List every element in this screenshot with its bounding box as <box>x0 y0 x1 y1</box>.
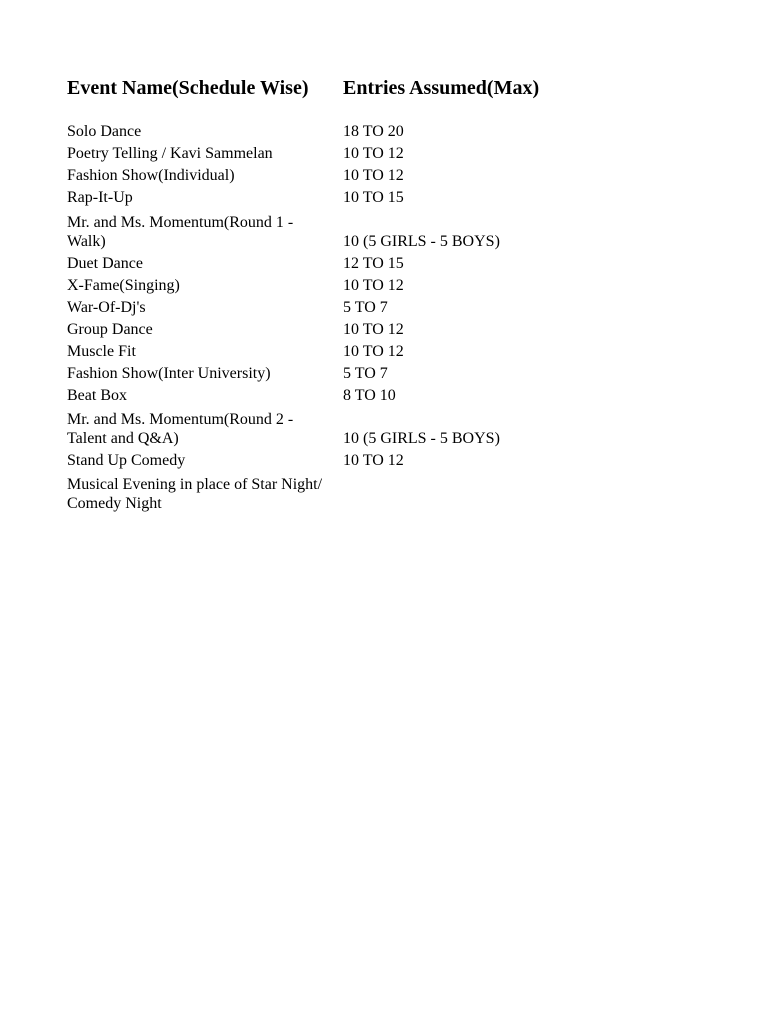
entries-cell: 18 TO 20 <box>343 123 404 140</box>
event-name-cell: Rap-It-Up <box>67 189 133 206</box>
table-row <box>67 254 627 276</box>
entries-cell: 10 TO 12 <box>343 145 404 162</box>
entries-cell: 10 TO 12 <box>343 321 404 338</box>
entries-cell: 10 (5 GIRLS - 5 BOYS) <box>343 430 500 447</box>
event-name-cell: Solo Dance <box>67 123 142 140</box>
event-name-cell: War-Of-Dj's <box>67 299 146 316</box>
header-entries-assumed: Entries Assumed(Max) <box>343 77 540 99</box>
table-row <box>67 298 627 320</box>
table-row <box>67 410 627 451</box>
table-row <box>67 386 627 410</box>
event-name-cell: Beat Box <box>67 387 127 404</box>
table-row <box>67 320 627 342</box>
entries-cell: 10 TO 12 <box>343 277 404 294</box>
entries-cell: 10 TO 12 <box>343 167 404 184</box>
events-table <box>67 122 627 515</box>
table-header <box>67 74 587 102</box>
event-name-cell: Muscle Fit <box>67 343 136 360</box>
event-name-cell: Duet Dance <box>67 255 143 272</box>
event-name-cell: X-Fame(Singing) <box>67 277 180 294</box>
table-row <box>67 166 627 188</box>
header-event-name: Event Name(Schedule Wise) <box>67 77 309 99</box>
table-row <box>67 213 627 254</box>
entries-cell: 10 (5 GIRLS - 5 BOYS) <box>343 233 500 250</box>
event-name-cell: Stand Up Comedy <box>67 452 186 469</box>
entries-cell: 12 TO 15 <box>343 255 404 272</box>
event-name-cell: Mr. and Ms. Momentum(Round 1 - Walk) <box>67 214 294 250</box>
event-name-cell: Fashion Show(Inter University) <box>67 365 271 382</box>
table-row <box>67 364 627 386</box>
table-row <box>67 188 627 213</box>
entries-cell: 5 TO 7 <box>343 365 388 382</box>
table-row <box>67 475 627 515</box>
event-name-cell: Group Dance <box>67 321 153 338</box>
table-row <box>67 342 627 364</box>
entries-cell: 10 TO 15 <box>343 189 404 206</box>
event-name-cell: Mr. and Ms. Momentum(Round 2 - Talent and Q&A) <box>67 411 294 447</box>
table-row <box>67 144 627 166</box>
table-row <box>67 122 627 144</box>
event-name-cell: Musical Evening in place of Star Night/ Comedy Night <box>67 476 323 512</box>
entries-cell: 10 TO 12 <box>343 343 404 360</box>
table-row <box>67 276 627 298</box>
event-name-cell: Fashion Show(Individual) <box>67 167 235 184</box>
entries-cell: 5 TO 7 <box>343 299 388 316</box>
entries-cell: 10 TO 12 <box>343 452 404 469</box>
table-row <box>67 451 627 475</box>
entries-cell: 8 TO 10 <box>343 387 396 404</box>
event-name-cell: Poetry Telling / Kavi Sammelan <box>67 145 273 162</box>
